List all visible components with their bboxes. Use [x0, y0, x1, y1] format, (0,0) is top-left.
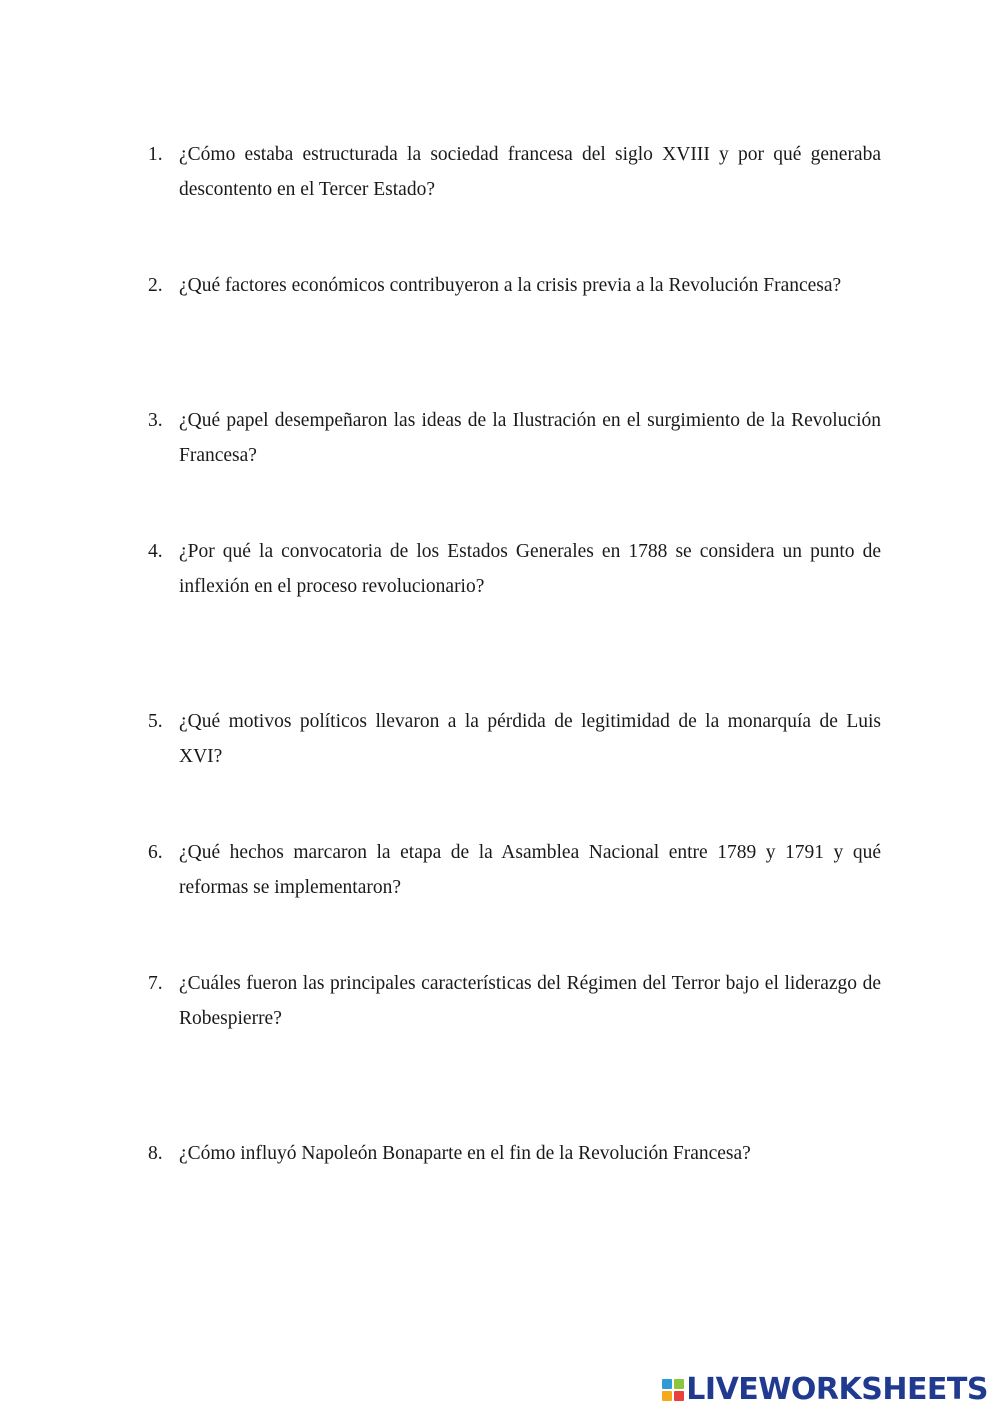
logo-tile-icon: [674, 1379, 684, 1389]
liveworksheets-grid-icon: [662, 1379, 684, 1401]
question-1: [148, 138, 881, 207]
logo-tile-icon: [662, 1379, 672, 1389]
question-number: 5.: [148, 711, 163, 732]
question-text: ¿Cuáles fueron las principales características del Régimen del Terror bajo el liderazgo de Robespierre?: [179, 973, 881, 1029]
question-3: [148, 404, 881, 473]
question-number: 3.: [148, 410, 163, 431]
question-5: [148, 705, 881, 774]
question-text: ¿Cómo estaba estructurada la sociedad francesa del siglo XVIII y por qué generaba descontento en el Tercer Estado?: [179, 144, 881, 200]
question-number: 2.: [148, 275, 163, 296]
question-4: [148, 535, 881, 604]
question-number: 6.: [148, 842, 163, 863]
question-8: [148, 1137, 881, 1172]
question-text: ¿Qué papel desempeñaron las ideas de la Ilustración en el surgimiento de la Revolución Francesa?: [179, 410, 881, 466]
liveworksheets-logo[interactable]: [662, 1372, 988, 1408]
question-2: [148, 269, 881, 304]
question-number: 7.: [148, 973, 163, 994]
logo-tile-icon: [662, 1391, 672, 1401]
question-7: [148, 967, 881, 1036]
question-text: ¿Por qué la convocatoria de los Estados Generales en 1788 se considera un punto de inflexión en el proceso revolucionario?: [179, 541, 881, 597]
logo-text: LIVEWORKSHEETS: [686, 1372, 988, 1407]
question-text: ¿Qué hechos marcaron la etapa de la Asamblea Nacional entre 1789 y 1791 y qué reformas se implementaron?: [179, 842, 881, 898]
logo-tile-icon: [674, 1391, 684, 1401]
question-number: 4.: [148, 541, 163, 562]
question-6: [148, 836, 881, 905]
question-number: 8.: [148, 1143, 163, 1164]
question-text: ¿Qué factores económicos contribuyeron a la crisis previa a la Revolución Francesa?: [179, 275, 842, 296]
question-text: ¿Qué motivos políticos llevaron a la pérdida de legitimidad de la monarquía de Luis XVI?: [179, 711, 881, 767]
question-text: ¿Cómo influyó Napoleón Bonaparte en el fin de la Revolución Francesa?: [179, 1143, 751, 1164]
question-number: 1.: [148, 144, 163, 165]
